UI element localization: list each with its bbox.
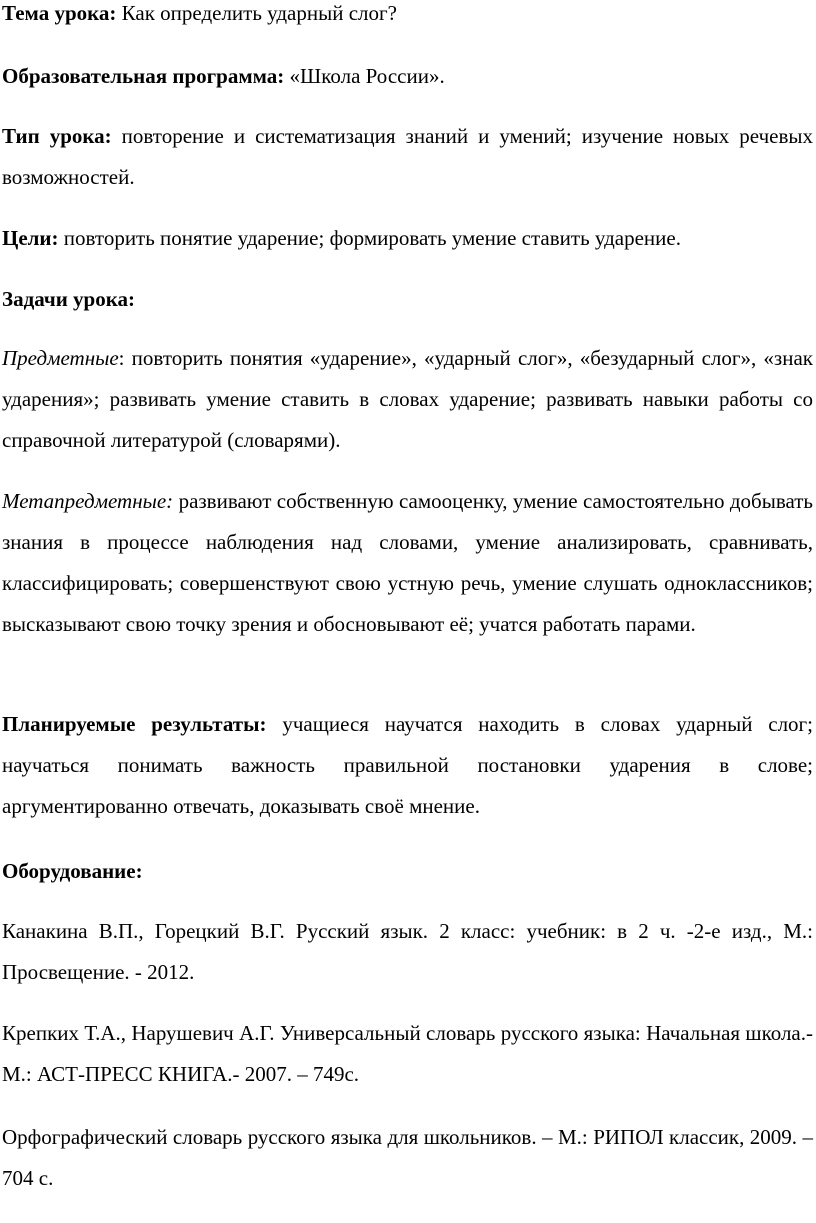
subject-tasks-text: : повторить понятия «ударение», «ударный слог», «безударный слог», «знак ударения»; развивать умение ставить в словах ударение; развивать навыки работы со справочной литературой (словарями). [2,346,813,452]
planned-results [2,704,813,827]
planned-results-label: Планируемые результаты: [2,712,267,736]
meta-subject-tasks-text: развивают собственную самооценку, умение самостоятельно добывать знания в процессе наблюдения над словами, умение анализировать, сравнивать, классифицировать; совершенствуют свою устную речь, умение слушать одноклассников; высказывают свою точку зрения и обосновывают её; учатся работать парами. [2,489,813,636]
reference-item: Канакина В.П., Горецкий В.Г. Русский язык. 2 класс: учебник: в 2 ч. -2-е изд., М.: Просвещение. - 2012. [2,919,813,984]
lesson-type [2,116,813,198]
planned-results-text: учащиеся научатся находить в словах ударный слог; научаться понимать важность правильной постановки ударения в слове; аргументированно отвечать, доказывать своё мнение. [2,712,813,818]
reference-item: Крепких Т.А., Нарушевич А.Г. Универсальный словарь русского языка: Начальная школа.- М.: АСТ-ПРЕСС КНИГА.- 2007. – 749с. [2,1021,813,1086]
subject-tasks [2,338,813,461]
lesson-topic-text: Как определить ударный слог? [116,1,397,25]
equipment-heading: Оборудование: [2,859,143,883]
subject-tasks-label: Предметные [2,346,119,370]
lesson-type-label: Тип урока: [2,124,112,148]
educational-program-label: Образовательная программа: [2,64,285,88]
reference-item: Орфографический словарь русского языка для школьников. – М.: РИПОЛ классик, 2009. – 704 с. [2,1125,813,1190]
lesson-topic-label: Тема урока: [2,1,117,25]
lesson-goals-text: повторить понятие ударение; формировать умение ставить ударение. [58,226,681,250]
lesson-topic [2,0,813,34]
lesson-goals-label: Цели: [2,226,59,250]
lesson-type-text: повторение и систематизация знаний и умений; изучение новых речевых возможностей. [2,124,813,189]
educational-program-text: «Школа России». [284,64,445,88]
tasks-heading: Задачи урока: [2,287,136,311]
meta-subject-tasks [2,481,813,645]
meta-subject-tasks-label: Метапредметные: [2,489,174,513]
educational-program [2,56,813,97]
lesson-goals [2,218,813,259]
